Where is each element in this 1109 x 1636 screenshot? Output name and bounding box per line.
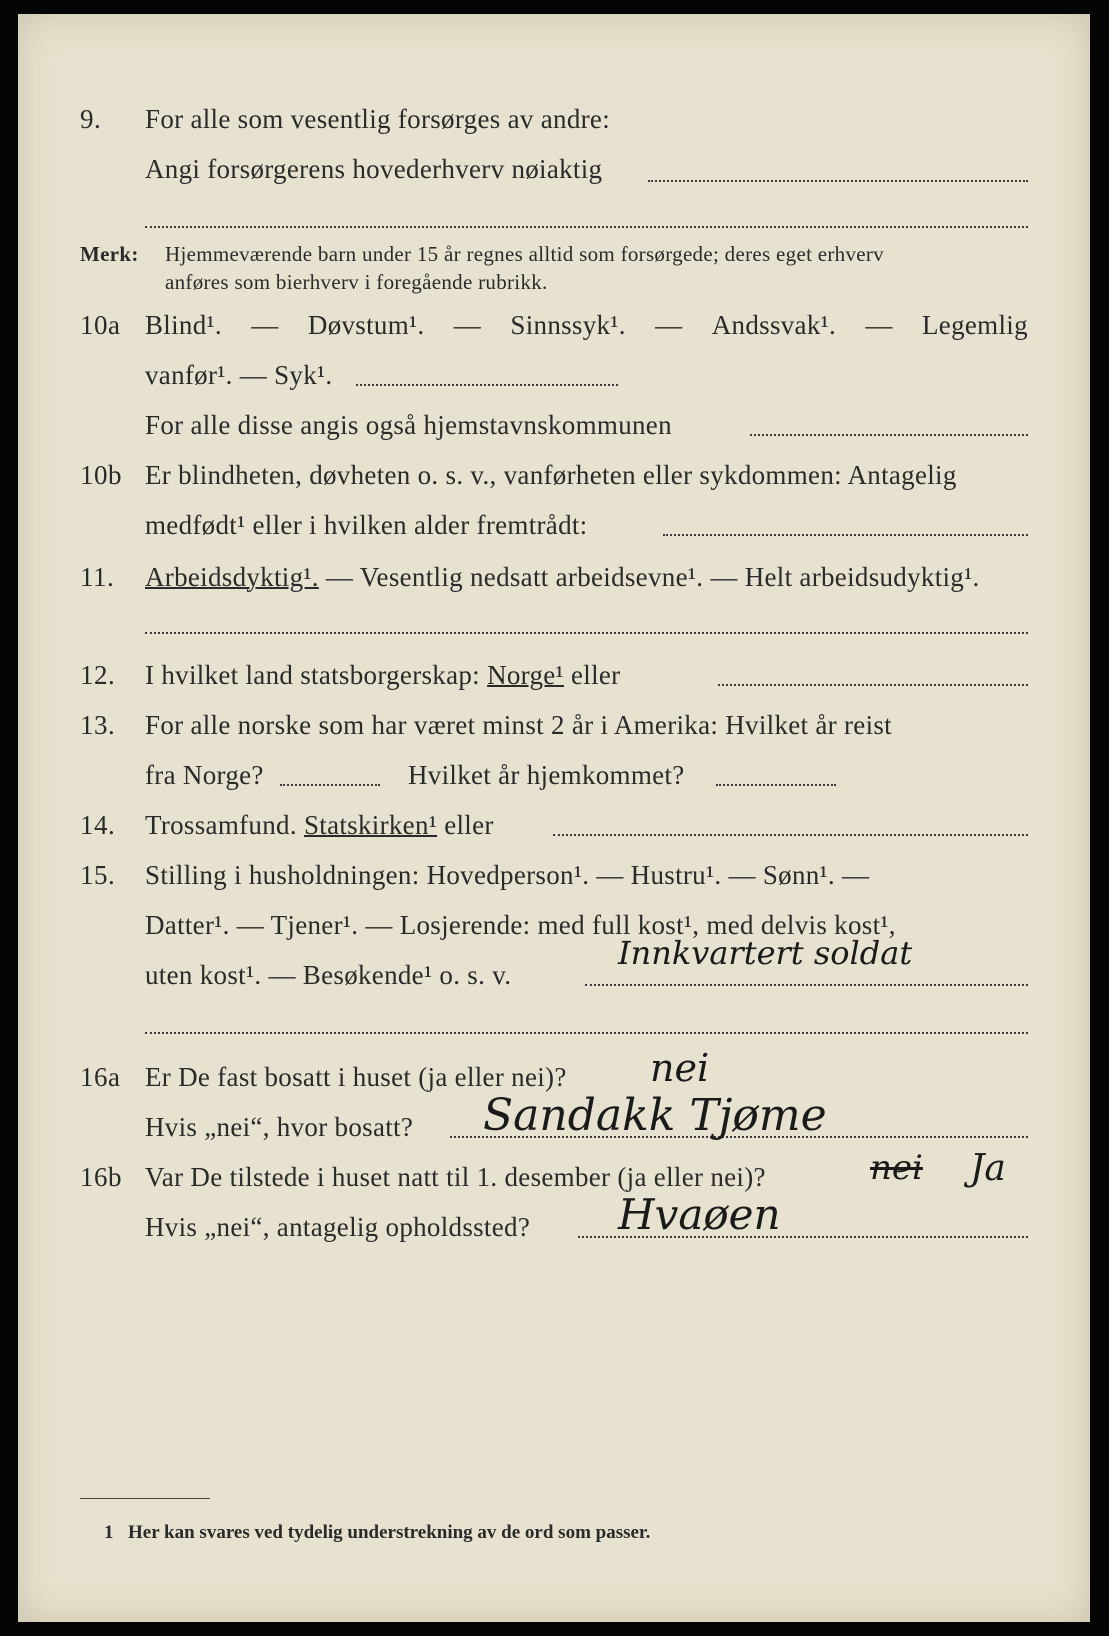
q14-number: 14. [80,810,116,840]
q13-line1: For alle norske som har været minst 2 år i Amerika: Hvilket år reist [145,710,892,740]
q10a-kommune-line [750,434,1028,436]
q15-handwritten-answer: Innkvartert soldat [618,934,913,972]
q15-line1: Stilling i husholdningen: Hovedperson¹. — Hustru¹. — Sønn¹. — [145,860,870,890]
q11-number: 11. [80,562,115,592]
q15-answer-line [585,984,1028,986]
q10a-line3: For alle disse angis også hjemstavnskommunen [145,410,672,440]
q10a-line2: vanfør¹. — Syk¹. [145,360,333,390]
q10a-dash: — [453,310,482,340]
q11-answer-line [145,632,1028,634]
q14-opt-statskirken: Statskirken¹ [303,810,438,840]
q13-line2a: fra Norge? [145,760,264,790]
q16a-line2: Hvis „nei“, hvor bosatt? [145,1112,414,1142]
q16b-line2: Hvis „nei“, antagelig opholdssted? [145,1212,531,1242]
q10a-opt-blind: Blind¹. [145,310,222,340]
q14-post: eller [444,810,494,840]
q13-reist-line [280,784,380,786]
q9-number: 9. [80,104,102,134]
q9-line2: Angi forsørgerens hovederhverv nøiaktig [145,154,603,184]
q16b-answer1: nei [870,1148,923,1188]
q10a-answer-line [356,384,618,386]
q13-line2b: Hvilket år hjemkommet? [408,760,685,790]
q10b-number: 10b [80,460,122,490]
q10a-number: 10a [80,310,121,340]
q16a-answer1: nei [650,1046,710,1090]
q10b-line2: medfødt¹ eller i hvilken alder fremtrådt: [145,510,588,540]
q9-answer-line-2 [145,226,1028,228]
q12-pre: I hvilket land statsborgerskap: [145,660,480,690]
merk-line2: anføres som bierhverv i foregående rubrikk. [165,270,548,294]
merk-label: Merk: [80,242,139,266]
q11-opt-arbeidsdyktig: Arbeidsdyktig¹. [145,562,319,592]
q16b-number: 16b [80,1162,122,1192]
q15-number: 15. [80,860,116,890]
q10b-answer-line [663,534,1028,536]
q13-number: 13. [80,710,116,740]
q16b-answer1b: Ja [970,1148,1006,1189]
q10a-opt-dovstum: Døvstum¹. [307,310,425,340]
q12-number: 12. [80,660,116,690]
q9-line1: For alle som vesentlig forsørges av andre: [145,104,610,134]
q15-answer-line-2 [145,1032,1028,1034]
footnote-text: Her kan svares ved tydelig understrekning av de ord som passer. [128,1522,651,1543]
footnote-rule [80,1498,210,1499]
q14-line [145,810,494,841]
q16b-answer2: Hvaøen [618,1190,781,1239]
q16a-line1: Er De fast bosatt i huset (ja eller nei)? [145,1062,567,1092]
merk-line1: Hjemmeværende barn under 15 år regnes alltid som forsørgede; deres eget erhverv [165,242,884,266]
q10b-line1: Er blindheten, døvheten o. s. v., vanførheten eller sykdommen: Antagelig [145,460,957,490]
q16a-number: 16a [80,1062,121,1092]
q12-post: eller [571,660,621,690]
footnote-mark: 1 [104,1522,114,1543]
q16a-answer2: Sandakk Tjøme [483,1090,827,1141]
census-form-page [18,14,1090,1622]
q12-answer-line [718,684,1028,686]
q9-answer-line [648,180,1028,182]
q12-opt-norge: Norge¹ [487,660,564,690]
q14-pre: Trossamfund. [145,810,297,840]
q12-line [145,660,620,691]
q10a-opt-andssvak: Andssvak¹. [711,310,837,340]
q11-line [145,562,980,593]
q14-answer-line [553,834,1028,836]
q11-rest: — Vesentlig nedsatt arbeidsevne¹. — Helt arbeidsudyktig¹. [318,562,980,592]
q10a-opt-legemlig: Legemlig [922,310,1028,340]
q13-hjemkommet-line [716,784,836,786]
q10a-dash: — [655,310,683,340]
q10a-dash: — [865,310,893,340]
q15-line3: uten kost¹. — Besøkende¹ o. s. v. [145,960,512,990]
q10a-dash: — [251,310,279,340]
q10a-line1 [145,310,1028,341]
q10a-opt-sinnssyk: Sinnssyk¹. [510,310,626,340]
q15-line2: Datter¹. — Tjener¹. — Losjerende: med full kost¹, med delvis kost¹, [145,910,896,940]
q16b-line1: Var De tilstede i huset natt til 1. desember (ja eller nei)? [145,1162,766,1192]
